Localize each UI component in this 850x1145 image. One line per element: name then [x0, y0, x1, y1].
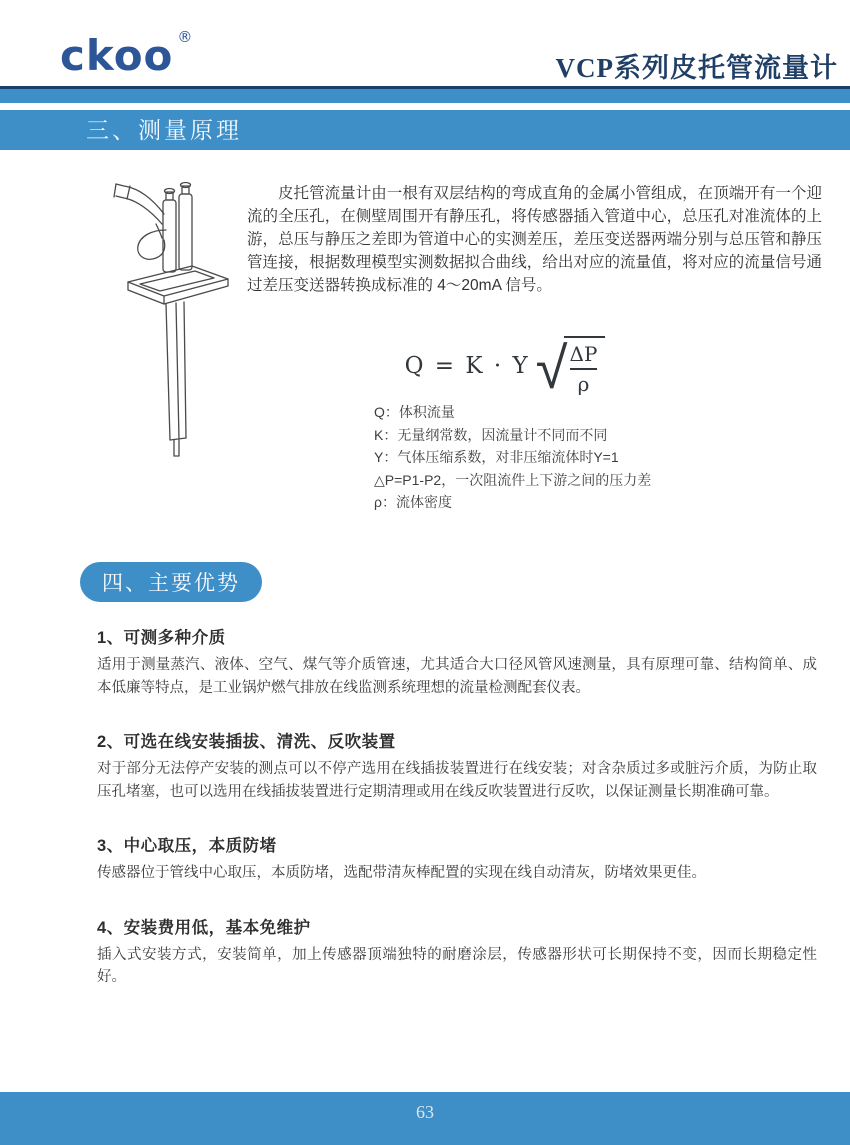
- header-divider-blue: [0, 89, 850, 103]
- advantage-body: 插入式安装方式，安装简单，加上传感器顶端独特的耐磨涂层，传感器形状可长期保持不变，因而长期稳定性好。: [97, 946, 817, 985]
- definition-k: K：无量纲常数，因流量计不同而不同: [374, 426, 608, 443]
- formula-lhs: Q = K · Y: [404, 353, 530, 379]
- registered-trademark-icon: ®: [177, 28, 194, 46]
- fraction-bar: [570, 368, 598, 370]
- footer-bar: [0, 1092, 850, 1145]
- advantage-body: 对于部分无法停产安装的测点可以不停产选用在线插拔装置进行在线安装；对含杂质过多或脏污介质，为防止取压孔堵塞，也可以选用在线插拔装置进行定期清理或用在线反吹装置进行反吹，以保证测量长期准确可靠。: [97, 761, 817, 800]
- flow-formula: [340, 333, 670, 402]
- definition-rho: ρ：流体密度: [374, 494, 452, 510]
- advantages-list: [97, 624, 817, 1018]
- advantage-item-2: [97, 728, 817, 803]
- brand-logo: [60, 28, 194, 80]
- document-title: VCP系列皮托管流量计: [555, 53, 838, 83]
- pitot-tube-drawing-icon: [100, 172, 240, 462]
- advantage-heading: 3、中心取压，本质防堵: [97, 837, 277, 855]
- definition-y: Y：气体压缩系数，对非压缩流体时Y=1: [374, 449, 619, 465]
- symbol-definitions: [374, 401, 814, 514]
- pitot-tube-illustration: [100, 172, 240, 462]
- fraction-numerator: ΔP: [569, 342, 598, 366]
- radicand: [564, 336, 606, 396]
- definition-dp: △P=P1-P2，一次阻流件上下游之间的压力差: [374, 471, 652, 488]
- advantage-item-4: [97, 914, 817, 989]
- radical-sign: √: [535, 333, 568, 402]
- fraction: [570, 342, 598, 396]
- advantage-body: 适用于测量蒸汽、液体、空气、煤气等介质管速，尤其适合大口径风管风速测量，具有原理可靠、结构简单、成本低廉等特点，是工业锅炉燃气排放在线监测系统理想的流量检测配套仪表。: [97, 657, 817, 696]
- page-number: 63: [416, 1102, 434, 1122]
- section-heading-main-advantages: 四、主要优势: [80, 562, 262, 602]
- advantage-body: 传感器位于管线中心取压，本质防堵，选配带清灰棒配置的实现在线自动清灰，防堵效果更佳。: [97, 865, 706, 881]
- brand-logo-text: ckoo: [60, 31, 174, 80]
- principle-paragraph: 皮托管流量计由一根有双层结构的弯成直角的金属小管组成，在顶端开有一个迎流的全压孔，在侧壁周围开有静压孔，将传感器插入管道中心，总压孔对准流体的上游，总压与静压之差即为管道中心的实测差压，差压变送器两端分别与总压管和静压管连接，根据数理模型实测数据拟合曲线，给出对应的流量值，将对应的流量信号通过差压变送器转换成标准的 4～20mA 信号。: [247, 185, 822, 294]
- advantage-item-3: [97, 832, 817, 885]
- section-heading-measurement-principle: 三、测量原理: [0, 110, 850, 150]
- advantage-heading: 4、安装费用低，基本免维护: [97, 918, 311, 937]
- fraction-denominator: ρ: [577, 372, 590, 396]
- advantage-item-1: [97, 624, 817, 699]
- definition-q: Q：体积流量: [374, 404, 455, 420]
- advantage-heading: 1、可测多种介质: [97, 629, 226, 647]
- advantage-heading: 2、可选在线安装插拔、清洗、反吹装置: [97, 733, 396, 751]
- formula-radical: [535, 333, 606, 402]
